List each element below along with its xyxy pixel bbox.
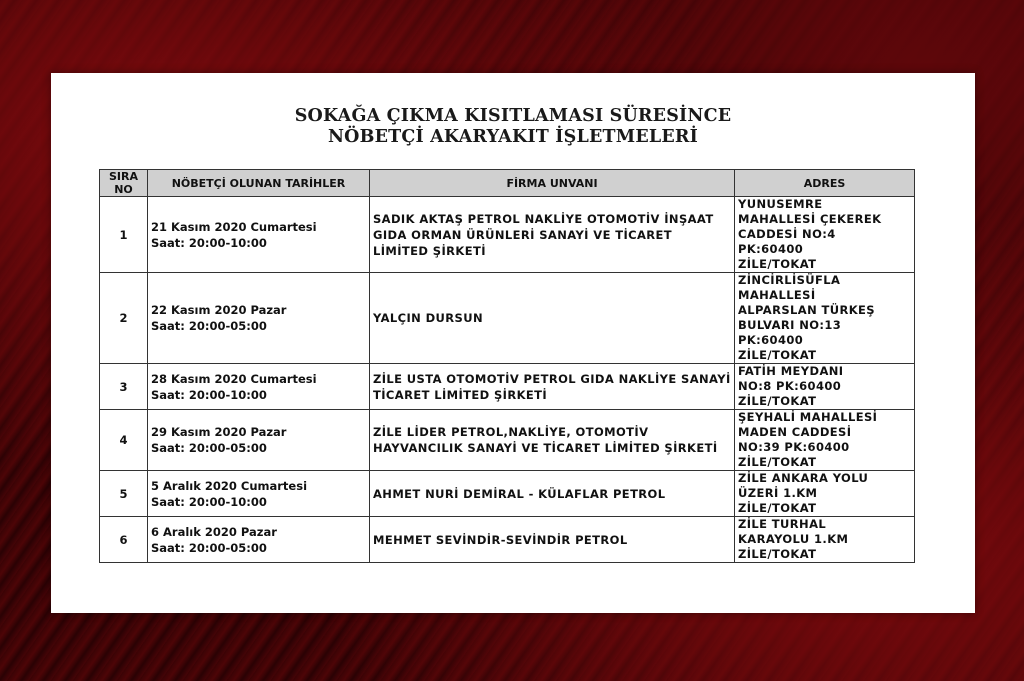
address-line: ZİLE/TOKAT xyxy=(738,547,817,561)
address-cell xyxy=(735,364,915,410)
address-line: ZİLE/TOKAT xyxy=(738,455,817,469)
table-row xyxy=(100,517,915,563)
table-row xyxy=(100,410,915,471)
address-line: ZİLE TURHAL xyxy=(738,517,827,531)
row-number: 4 xyxy=(100,410,148,471)
address-line: CADDESİ NO:4 xyxy=(738,227,836,241)
duty-date: 6 Aralık 2020 Pazar xyxy=(151,524,277,539)
address-line: ZİLE/TOKAT xyxy=(738,501,817,515)
firm-name: ZİLE LİDER PETROL,NAKLİYE, OTOMOTİV HAYVANCILIK SANAYİ VE TİCARET LİMİTED ŞİRKETİ xyxy=(370,410,735,471)
duty-hours: Saat: 20:00-05:00 xyxy=(151,441,267,455)
address-cell xyxy=(735,410,915,471)
table-header-row xyxy=(100,170,915,197)
header-address: ADRES xyxy=(735,170,915,197)
address-line: PK:60400 xyxy=(738,242,804,256)
address-cell xyxy=(735,197,915,273)
duty-date-cell xyxy=(148,273,370,364)
table-row xyxy=(100,273,915,364)
duty-stations-table xyxy=(99,169,915,563)
address-line: PK:60400 xyxy=(738,333,804,347)
address-line: BULVARI NO:13 xyxy=(738,318,842,332)
duty-date-cell xyxy=(148,517,370,563)
duty-hours: Saat: 20:00-05:00 xyxy=(151,540,267,555)
duty-date: 22 Kasım 2020 Pazar xyxy=(151,303,287,317)
address-line: ZİLE/TOKAT xyxy=(738,257,817,271)
duty-date: 5 Aralık 2020 Cumartesi xyxy=(151,478,308,493)
firm-name: SADIK AKTAŞ PETROL NAKLİYE OTOMOTİV İNŞAAT GIDA ORMAN ÜRÜNLERİ SANAYİ VE TİCARET LİMİTED ŞİRKETİ xyxy=(370,197,735,273)
address-line: KARAYOLU 1.KM xyxy=(738,532,849,546)
address-line: ZİLE ANKARA YOLU xyxy=(738,471,869,485)
address-cell xyxy=(735,273,915,364)
address-line: ZİNCİRLİSÜFLA xyxy=(738,273,841,287)
document-title-line-2: NÖBETÇİ AKARYAKIT İŞLETMELERİ xyxy=(327,127,699,147)
row-number: 5 xyxy=(100,471,148,517)
duty-date-cell xyxy=(148,197,370,273)
address-line: FATİH MEYDANI xyxy=(738,364,844,378)
address-cell xyxy=(735,471,915,517)
table-row xyxy=(100,364,915,410)
table-row xyxy=(100,197,915,273)
header-dates: NÖBETÇİ OLUNAN TARİHLER xyxy=(148,170,370,197)
firm-name: MEHMET SEVİNDİR-SEVİNDİR PETROL xyxy=(370,517,735,563)
firm-name: AHMET NURİ DEMİRAL - KÜLAFLAR PETROL xyxy=(370,471,735,517)
duty-date-cell xyxy=(148,410,370,471)
duty-hours: Saat: 20:00-10:00 xyxy=(151,387,267,402)
row-number: 2 xyxy=(100,273,148,364)
address-line: ALPARSLAN TÜRKEŞ xyxy=(738,303,875,317)
row-number: 1 xyxy=(100,197,148,273)
duty-date-cell xyxy=(148,364,370,410)
firm-name: YALÇIN DURSUN xyxy=(370,273,735,364)
address-cell xyxy=(735,517,915,563)
address-line: YUNUSEMRE xyxy=(738,197,823,211)
document-title-line-1: SOKAĞA ÇIKMA KISITLAMASI SÜRESİNCE xyxy=(294,106,732,126)
duty-date: 28 Kasım 2020 Cumartesi xyxy=(151,371,317,386)
address-line: NO:8 PK:60400 xyxy=(738,379,842,393)
document-page xyxy=(51,73,975,613)
duty-date: 29 Kasım 2020 Pazar xyxy=(151,425,287,439)
duty-date-cell xyxy=(148,471,370,517)
header-no: SIRA NO xyxy=(100,170,148,197)
address-line: ZİLE/TOKAT xyxy=(738,394,817,408)
address-line: ZİLE/TOKAT xyxy=(738,348,817,362)
row-number: 6 xyxy=(100,517,148,563)
address-line: ÜZERİ 1.KM xyxy=(738,486,818,500)
row-number: 3 xyxy=(100,364,148,410)
address-line: MAHALLESİ ÇEKEREK xyxy=(738,212,882,226)
address-line: ŞEYHALİ MAHALLESİ xyxy=(738,410,878,424)
duty-hours: Saat: 20:00-10:00 xyxy=(151,494,267,509)
header-firm: FİRMA UNVANI xyxy=(370,170,735,197)
address-line: NO:39 PK:60400 xyxy=(738,440,850,454)
duty-date: 21 Kasım 2020 Cumartesi xyxy=(151,219,317,234)
table-row xyxy=(100,471,915,517)
address-line: MADEN CADDESİ xyxy=(738,425,852,439)
firm-name: ZİLE USTA OTOMOTİV PETROL GIDA NAKLİYE SANAYİ TİCARET LİMİTED ŞİRKETİ xyxy=(370,364,735,410)
duty-hours: Saat: 20:00-10:00 xyxy=(151,235,267,250)
address-line: MAHALLESİ xyxy=(738,288,816,302)
duty-hours: Saat: 20:00-05:00 xyxy=(151,319,267,333)
